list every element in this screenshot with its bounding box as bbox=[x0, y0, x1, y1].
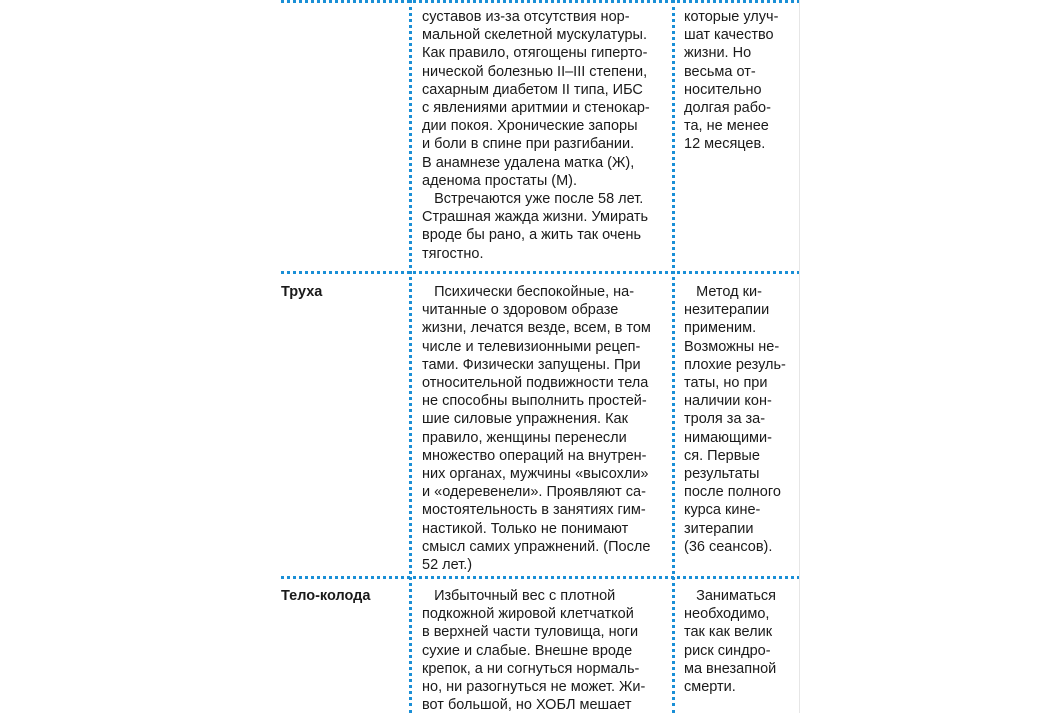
text-line: ма внезапной bbox=[684, 660, 777, 677]
column-divider bbox=[409, 0, 412, 713]
text-line: ся. Первые bbox=[684, 447, 760, 464]
text-line: (36 сеансов). bbox=[684, 538, 773, 555]
row-3-name: Тело-колода bbox=[281, 588, 371, 604]
text-line: шие силовые упражнения. Как bbox=[422, 411, 628, 428]
text-line: не способны выполнить простей- bbox=[422, 393, 647, 410]
text-line: 52 лет.) bbox=[422, 557, 473, 574]
text-line: множество операций на внутрен- bbox=[422, 447, 647, 464]
row-divider-top bbox=[281, 0, 800, 3]
text-line: весьма от- bbox=[684, 63, 756, 80]
text-line: сухие и слабые. Внешне вроде bbox=[422, 642, 633, 659]
text-line: Психически беспокойные, на- bbox=[422, 284, 635, 300]
text-line: Заниматься bbox=[684, 588, 777, 604]
text-line: шат качество bbox=[684, 27, 774, 44]
text-line: носительно bbox=[684, 81, 762, 98]
text-line: наличии кон- bbox=[684, 393, 772, 410]
column-divider bbox=[672, 0, 675, 713]
text-line: Возможны не- bbox=[684, 338, 780, 355]
text-line: мальной скелетной мускулатуры. bbox=[422, 27, 647, 44]
text-line: тягостно. bbox=[422, 245, 484, 262]
text-line: курса кине- bbox=[684, 502, 761, 519]
text-line: вроде бы рано, а жить так очень bbox=[422, 227, 642, 244]
text-line: них органах, мужчины «высохли» bbox=[422, 466, 649, 483]
row-3-description bbox=[422, 587, 662, 714]
text-line: Встречаются уже после 58 лет. bbox=[422, 191, 644, 208]
text-line: настикой. Только не понимают bbox=[422, 520, 629, 537]
text-line: аденома простаты (М). bbox=[422, 172, 578, 189]
text-line: но, ни разогнуться не может. Жи- bbox=[422, 679, 646, 696]
row-1-recommendation bbox=[684, 8, 794, 154]
text-line: нимающими- bbox=[684, 429, 772, 446]
text-line: долгая рабо- bbox=[684, 100, 771, 117]
text-line: и «одеревенели». Проявляют са- bbox=[422, 484, 646, 501]
row-1-description bbox=[422, 8, 662, 263]
text-line: троля за за- bbox=[684, 411, 766, 428]
row-2-recommendation bbox=[684, 283, 794, 556]
text-line: риск синдро- bbox=[684, 642, 771, 659]
text-line: Метод ки- bbox=[684, 284, 762, 300]
text-line: незитерапии bbox=[684, 302, 770, 319]
row-2-name: Труха bbox=[281, 284, 323, 300]
text-line: правило, женщины перенесли bbox=[422, 429, 627, 446]
text-line: жизни, лечатся везде, всем, в том bbox=[422, 320, 651, 337]
text-line: сахарным диабетом II типа, ИБС bbox=[422, 81, 643, 98]
row-3-recommendation bbox=[684, 587, 794, 696]
text-line: необходимо, bbox=[684, 606, 770, 623]
row-2-description bbox=[422, 283, 662, 574]
text-line: В анамнезе удалена матка (Ж), bbox=[422, 154, 635, 171]
text-line: и боли в спине при разгибании. bbox=[422, 136, 635, 153]
text-line: та, не менее bbox=[684, 118, 769, 135]
row-divider bbox=[281, 576, 800, 579]
text-line: результаты bbox=[684, 466, 760, 483]
text-line: применим. bbox=[684, 320, 757, 337]
text-line: с явлениями аритмии и стенокар- bbox=[422, 100, 650, 117]
text-line: смысл самих упражнений. (После bbox=[422, 538, 651, 555]
text-line: жизни. Но bbox=[684, 45, 752, 62]
text-line: которые улуч- bbox=[684, 9, 779, 25]
text-line: 12 месяцев. bbox=[684, 136, 766, 153]
text-line: числе и телевизионными рецеп- bbox=[422, 338, 641, 355]
text-line: в верхней части туловища, ноги bbox=[422, 624, 639, 641]
text-line: зитерапии bbox=[684, 520, 754, 537]
text-line: так как велик bbox=[684, 624, 773, 641]
row-divider bbox=[281, 271, 800, 274]
text-line: тами. Физически запущены. При bbox=[422, 356, 641, 373]
text-line: Как правило, отягощены гиперто- bbox=[422, 45, 648, 62]
text-line: мостоятельность в занятиях гим- bbox=[422, 502, 646, 519]
column-divider bbox=[799, 0, 800, 713]
text-line: таты, но при bbox=[684, 375, 768, 392]
text-line: Страшная жажда жизни. Умирать bbox=[422, 209, 649, 226]
text-line: крепок, а ни согнуться нормаль- bbox=[422, 660, 640, 677]
text-line: смерти. bbox=[684, 679, 736, 696]
text-line: плохие резуль- bbox=[684, 356, 786, 373]
text-line: читанные о здоровом образе bbox=[422, 302, 619, 319]
text-line: подкожной жировой клетчаткой bbox=[422, 606, 634, 623]
text-line: нической болезнью II–III степени, bbox=[422, 63, 648, 80]
text-line: суставов из-за отсутствия нор- bbox=[422, 9, 630, 25]
text-line: Избыточный вес с плотной bbox=[422, 588, 616, 604]
text-line: дии покоя. Хронические запоры bbox=[422, 118, 638, 135]
text-line: вот большой, но ХОБЛ мешает bbox=[422, 697, 632, 714]
text-line: относительной подвижности тела bbox=[422, 375, 649, 392]
text-line: после полного bbox=[684, 484, 781, 501]
